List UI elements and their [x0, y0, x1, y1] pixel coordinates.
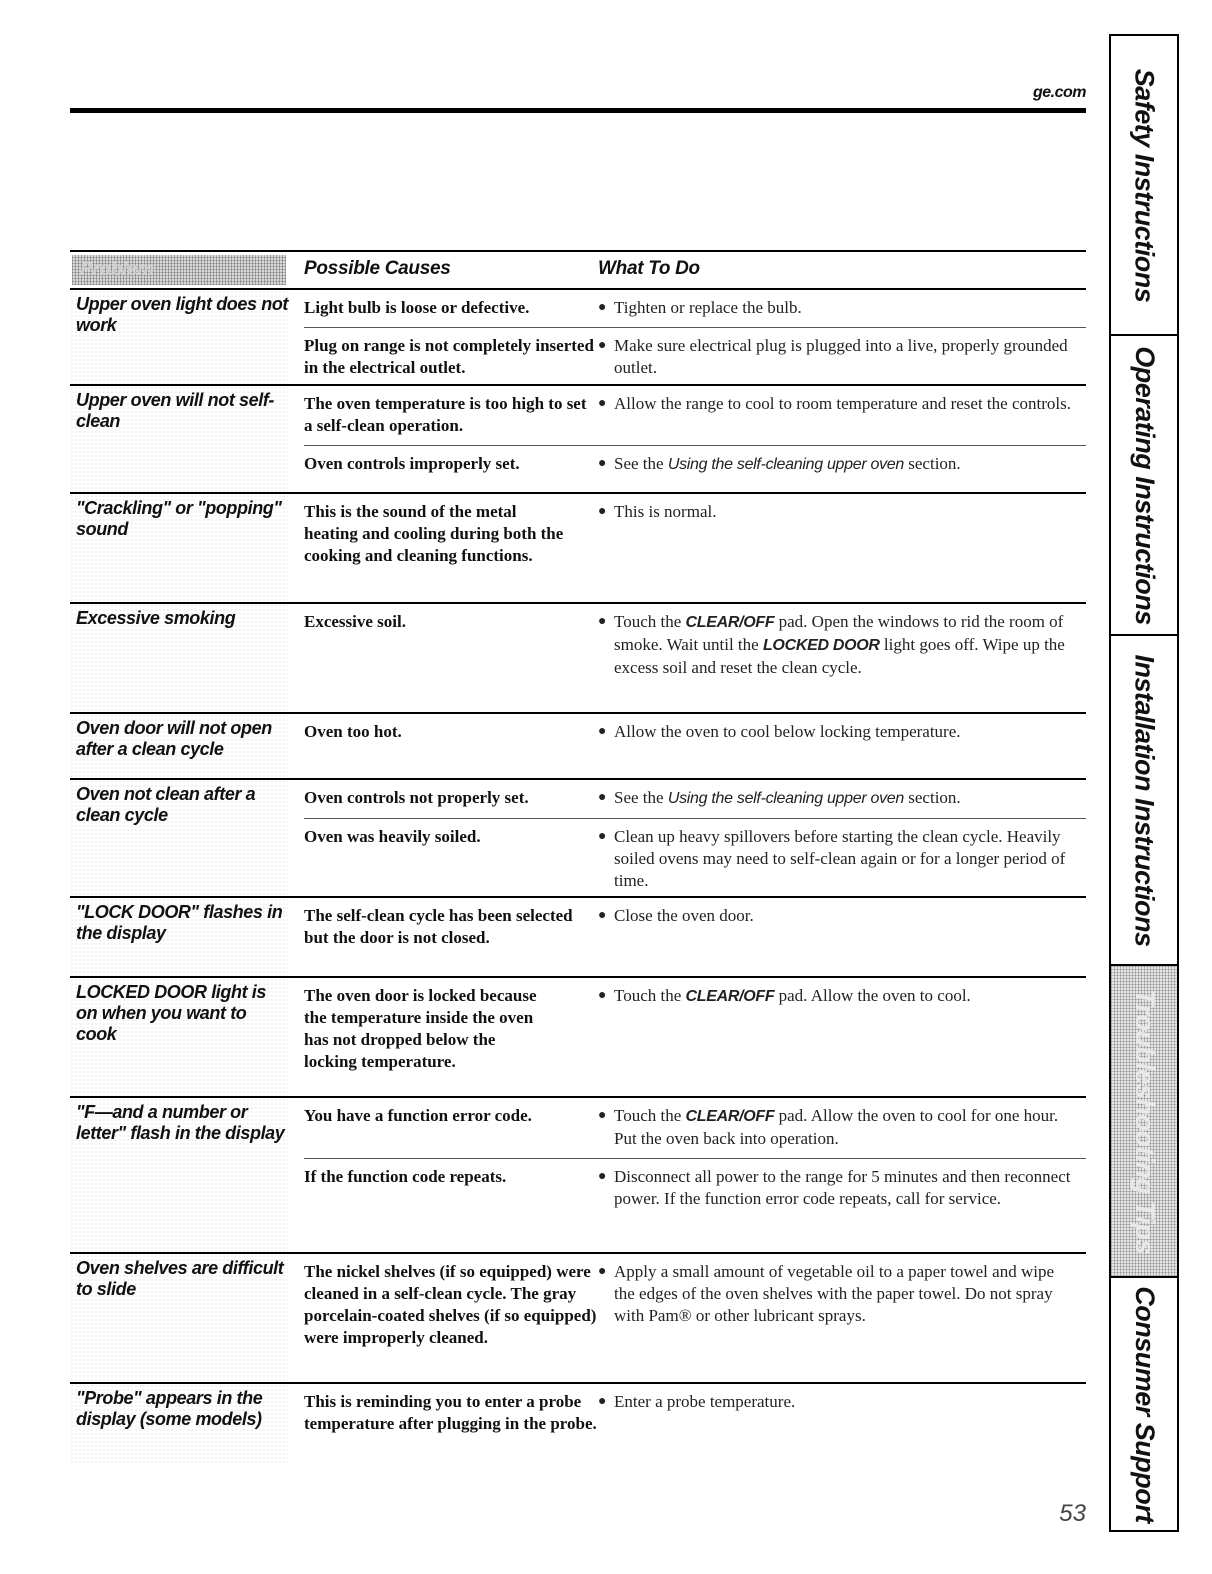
cause-remedy-pair — [304, 1384, 1086, 1443]
tab-label: Troubleshooting Tips — [1129, 988, 1160, 1254]
cause-text: You have a function error code. — [304, 1106, 532, 1125]
remedy-text: Touch the CLEAR/OFF pad. Allow the oven to cool. — [614, 986, 971, 1005]
cause-remedy-pair — [304, 327, 1086, 387]
remedy-text: Tighten or replace the bulb. — [614, 298, 802, 317]
tab-operating-instructions[interactable] — [1111, 336, 1177, 636]
problem-cell: Oven not clean after a clean cycle — [70, 780, 288, 896]
cause-text: Plug on range is not completely inserted in the electrical outlet. — [304, 336, 594, 377]
remedy: ● Allow the oven to cool below locking temperature. — [598, 722, 961, 741]
table-row — [70, 780, 1086, 898]
remedy: ● Enter a probe temperature. — [598, 1390, 1086, 1435]
remedy-text: Allow the oven to cool below locking temperature. — [614, 722, 961, 741]
table-row — [70, 386, 1086, 494]
cause-remedy-pair — [304, 818, 1086, 900]
header-possible-causes: Possible Causes — [304, 258, 451, 279]
page-number: 53 — [1059, 1500, 1086, 1527]
table-row — [70, 1254, 1086, 1384]
tab-safety-instructions[interactable] — [1111, 36, 1177, 336]
cause-remedy-pair — [304, 714, 1086, 751]
cause-text: If the function code repeats. — [304, 1167, 507, 1186]
tab-label: Operating Instructions — [1129, 345, 1160, 625]
cause-text: This is the sound of the metal heating and cooling during both the cooking and cleaning functions. — [304, 502, 564, 565]
table-row — [70, 714, 1086, 780]
remedy-text: Clean up heavy spillovers before starting the clean cycle. Heavily soiled ovens may need to self-clean again or for a longer period of time. — [614, 827, 1066, 890]
remedy: ● Disconnect all power to the range for 5 minutes and then reconnect power. If the function error code repeats, call for service. — [598, 1165, 1086, 1210]
tab-installation-instructions[interactable] — [1111, 636, 1177, 966]
cause-remedy-pair — [304, 494, 1086, 575]
cause-text: Excessive soil. — [304, 612, 406, 631]
remedy-text: Enter a probe temperature. — [614, 1392, 796, 1411]
problem-cell: "Probe" appears in the display (some models) — [70, 1384, 288, 1464]
table-row — [70, 1098, 1086, 1254]
cause-remedy-pair — [304, 1254, 1086, 1357]
table-row — [70, 978, 1086, 1098]
remedy: ● Tighten or replace the bulb. — [598, 298, 802, 317]
remedy: ● See the Using the self-cleaning upper oven section. — [598, 452, 1086, 476]
problem-cell: Upper oven will not self-clean — [70, 386, 288, 492]
header-problem: Problem — [72, 255, 286, 285]
remedy-text: See the Using the self-cleaning upper oven section. — [614, 454, 961, 473]
tab-label: Consumer Support — [1129, 1285, 1160, 1523]
cause-text: The nickel shelves (if so equipped) were cleaned in a self-clean cycle. The gray porcelain-coated shelves (if so equipped) were improperly cleaned. — [304, 1262, 597, 1347]
tab-troubleshooting-tips[interactable] — [1111, 966, 1177, 1278]
cause-text: The self-clean cycle has been selected but the door is not closed. — [304, 906, 573, 947]
problem-cell: "LOCK DOOR" flashes in the display — [70, 898, 288, 976]
tab-consumer-support[interactable] — [1111, 1278, 1177, 1530]
remedy: ● Touch the CLEAR/OFF pad. Allow the oven to cool. — [598, 984, 1086, 1073]
cause-text: Oven controls improperly set. — [304, 454, 520, 473]
cause-remedy-pair — [304, 1098, 1086, 1158]
remedy: ● Touch the CLEAR/OFF pad. Open the windows to rid the room of smoke. Wait until the LOCKED DOOR light goes off. Wipe up the excess soil and reset the clean cycle. — [598, 610, 1086, 679]
cause-text: Oven was heavily soiled. — [304, 827, 481, 846]
troubleshooting-table — [70, 250, 1086, 1464]
cause-remedy-pair — [304, 780, 1086, 818]
header-what-to-do: What To Do — [598, 258, 700, 279]
remedy: ● Apply a small amount of vegetable oil to a paper towel and wipe the edges of the oven shelves with the paper towel. Do not spray with Pam® or other lubricant sprays. — [598, 1260, 1086, 1349]
cause-remedy-pair — [304, 445, 1086, 484]
cause-text: Oven controls not properly set. — [304, 788, 529, 807]
problem-cell: "Crackling" or "popping" sound — [70, 494, 288, 602]
cause-remedy-pair — [304, 978, 1086, 1081]
cause-remedy-pair — [304, 604, 1086, 687]
table-header — [70, 252, 1086, 290]
remedy-text: Make sure electrical plug is plugged into a live, properly grounded outlet. — [614, 336, 1068, 377]
cause-text: The oven temperature is too high to set a self-clean operation. — [304, 394, 587, 435]
problem-cell: Excessive smoking — [70, 604, 288, 712]
problem-cell: Oven door will not open after a clean cycle — [70, 714, 288, 778]
cause-remedy-pair — [304, 290, 1086, 327]
cause-remedy-pair — [304, 386, 1086, 445]
table-row — [70, 290, 1086, 386]
remedy-text: Touch the CLEAR/OFF pad. Allow the oven to cool for one hour. Put the oven back into operation. — [614, 1106, 1059, 1148]
cause-text: Light bulb is loose or defective. — [304, 298, 530, 317]
table-row — [70, 494, 1086, 604]
remedy: ● Close the oven door. — [598, 904, 1086, 949]
remedy: ● Allow the range to cool to room temperature and reset the controls. — [598, 392, 1086, 437]
cause-remedy-pair — [304, 898, 1086, 957]
remedy-text: Allow the range to cool to room temperature and reset the controls. — [614, 394, 1071, 413]
table-row — [70, 898, 1086, 978]
remedy: ● See the Using the self-cleaning upper oven section. — [598, 786, 1086, 810]
table-row — [70, 604, 1086, 714]
section-tabs — [1109, 34, 1179, 1532]
remedy: ● Make sure electrical plug is plugged into a live, properly grounded outlet. — [598, 334, 1086, 379]
table-row — [70, 1384, 1086, 1464]
remedy-text: Touch the CLEAR/OFF pad. Open the windows to rid the room of smoke. Wait until the LOCKED DOOR light goes off. Wipe up the excess soil and reset the clean cycle. — [614, 612, 1065, 677]
remedy-text: Disconnect all power to the range for 5 minutes and then reconnect power. If the function error code repeats, call for service. — [614, 1167, 1071, 1208]
cause-remedy-pair — [304, 1158, 1086, 1218]
remedy: ● This is normal. — [598, 500, 1086, 567]
tab-label: Safety Instructions — [1129, 68, 1160, 302]
remedy-text: See the Using the self-cleaning upper oven section. — [614, 788, 961, 807]
remedy-text: Close the oven door. — [614, 906, 754, 925]
remedy-text: This is normal. — [614, 502, 717, 521]
problem-cell: LOCKED DOOR light is on when you want to cook — [70, 978, 288, 1096]
problem-cell: Upper oven light does not work — [70, 290, 288, 384]
remedy-text: Apply a small amount of vegetable oil to a paper towel and wipe the edges of the oven shelves with the paper towel. Do not spray with Pam® or other lubricant sprays. — [614, 1262, 1054, 1325]
cause-text: This is reminding you to enter a probe temperature after plugging in the probe. — [304, 1392, 597, 1433]
remedy: ● Touch the CLEAR/OFF pad. Allow the oven to cool for one hour. Put the oven back into operation. — [598, 1104, 1086, 1150]
remedy: ● Clean up heavy spillovers before starting the clean cycle. Heavily soiled ovens may need to self-clean again or for a longer period of time. — [598, 825, 1086, 892]
cause-text: The oven door is locked because the temperature inside the oven has not dropped below the locking temperature. — [304, 986, 537, 1071]
site-url: ge.com — [1032, 84, 1086, 101]
problem-cell: "F—and a number or letter" flash in the display — [70, 1098, 288, 1252]
problem-cell: Oven shelves are difficult to slide — [70, 1254, 288, 1382]
tab-label: Installation Instructions — [1129, 653, 1160, 947]
header-rule — [70, 108, 1086, 113]
cause-text: Oven too hot. — [304, 722, 402, 741]
